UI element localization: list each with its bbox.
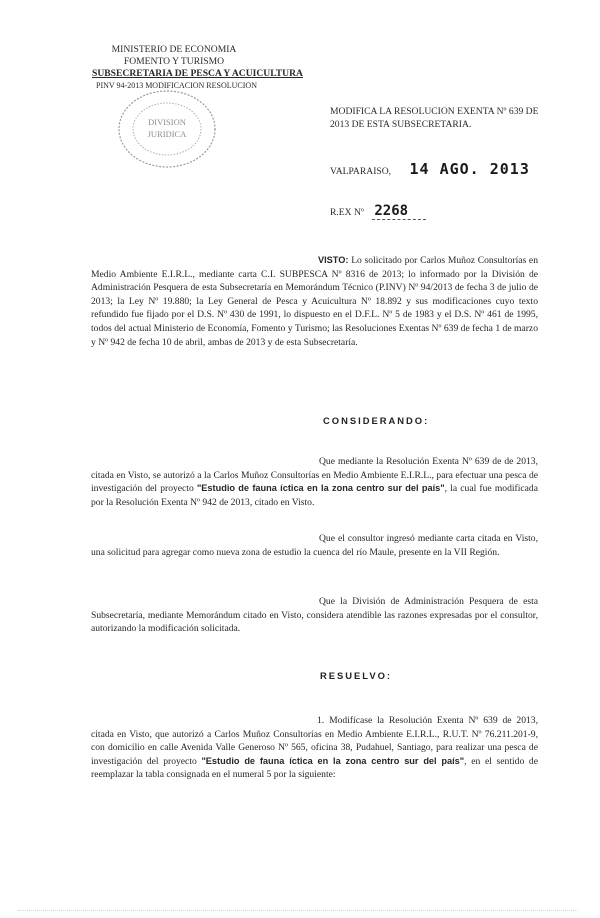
subject-line-2: 2013 DE ESTA SUBSECRETARIA. (330, 119, 472, 130)
resuelvo-item-1-tail: , en el sentido de reemplazar la tabla consignada en el numeral 5 por la siguiente: (91, 755, 538, 781)
resolution-label: R.EX Nº (330, 207, 364, 218)
visto-label: VISTO: (318, 255, 349, 265)
subject-line-1: MODIFICA LA RESOLUCION EXENTA Nº 639 DE (330, 106, 539, 117)
considerando-paragraph-1 (91, 455, 538, 509)
considerando-p1-text: Que mediante la Resolución Exenta Nº 639 de de 2013, citada en Visto, se autorizó a la Carlos Muñoz Consultorías en Medio Ambiente E.I.R.L., para efectuar una pesca de investigación del proyecto (91, 456, 538, 495)
ministry-name: MINISTERIO DE ECONOMIA (111, 44, 237, 55)
resuelvo-item-1-text: 1. Modifícase la Resolución Exenta Nº 639 de 2013, citada en Visto, que autorizó a Carlos Muñoz Consultorías en Medio Ambiente E.I.R.L., R.U.T. Nº 76.211.201-9, con domicilio en calle Avenida Valle Generoso Nº 565, oficina 38, Pudahuel, Santiago, para realizar una pesca de investigación del proyecto (91, 715, 538, 767)
subject-block (330, 105, 560, 131)
seal-text-line2: JURIDICA (147, 129, 187, 139)
seal-text-line1: DIVISION (148, 117, 186, 127)
ministry-subtitle: FOMENTO Y TURISMO (123, 56, 225, 67)
seal-stamp (112, 86, 222, 172)
undersecretariat-name: SUBSECRETARIA DE PESCA Y ACUICULTURA (92, 68, 303, 79)
considerando-paragraph-3: Que la División de Administración Pesquera de esta Subsecretaría, mediante Memorándum citado en Visto, considera atendible las razones expresadas por el consultor, autorizando la modificación solicitada. (91, 596, 538, 635)
place-date (330, 160, 530, 179)
scan-edge-line (18, 910, 578, 912)
resolution-value: 2268 (372, 203, 426, 220)
considerando-p1-tail: , la cual fue modificada por la Resolución Exenta Nº 942 de 2013, citado en Visto. (91, 483, 538, 508)
considerando-paragraph-2: Que el consultor ingresó mediante carta citada en Visto, una solicitud para agregar como nueva zona de estudio la cuenca del río Maule, presente en la VII Región. (91, 533, 538, 558)
resuelvo-item-1 (91, 714, 538, 782)
place-label: VALPARAISO, (330, 166, 392, 177)
date-stamp: 14 AGO. 2013 (409, 160, 530, 178)
resolution-number (330, 202, 426, 220)
reference-code: PINV 94-2013 MODIFICACION RESOLUCION (96, 81, 257, 90)
letterhead (92, 44, 303, 92)
considerando-heading: CONSIDERANDO: (323, 415, 430, 426)
project-title-resuelvo: "Estudio de fauna íctica en la zona centro sur del país" (201, 755, 465, 766)
resuelvo-heading: RESUELVO: (320, 670, 392, 681)
project-title: "Estudio de fauna íctica en la zona centro sur del país" (196, 483, 445, 494)
visto-paragraph (91, 254, 538, 349)
visto-text: Lo solicitado por Carlos Muñoz Consultorías en Medio Ambiente E.I.R.L., mediante carta C.I. SUBPESCA Nº 8316 de 2013; lo informado por la División de Administración Pesquera de esta Subsecretaría en Memorándum Técnico (P.INV) Nº 94/2013 de fecha 3 de julio de 2013; la Ley Nº 19.880; la Ley General de Pesca y Acuicultura Nº 18.892 y sus modificaciones cuyo texto refundido fue fijado por el D.S. Nº 430 de 1991, lo dispuesto en el D.F.L. Nº 5 de 1983 y el D.S. Nº 461 de 1995, todos del actual Ministerio de Economía, Fomento y Turismo; las Resoluciones Exentas Nº 639 de fecha 1 de marzo y Nº 942 de fecha 10 de abril, ambas de 2013 y de esta Subsecretaría. (91, 255, 538, 348)
